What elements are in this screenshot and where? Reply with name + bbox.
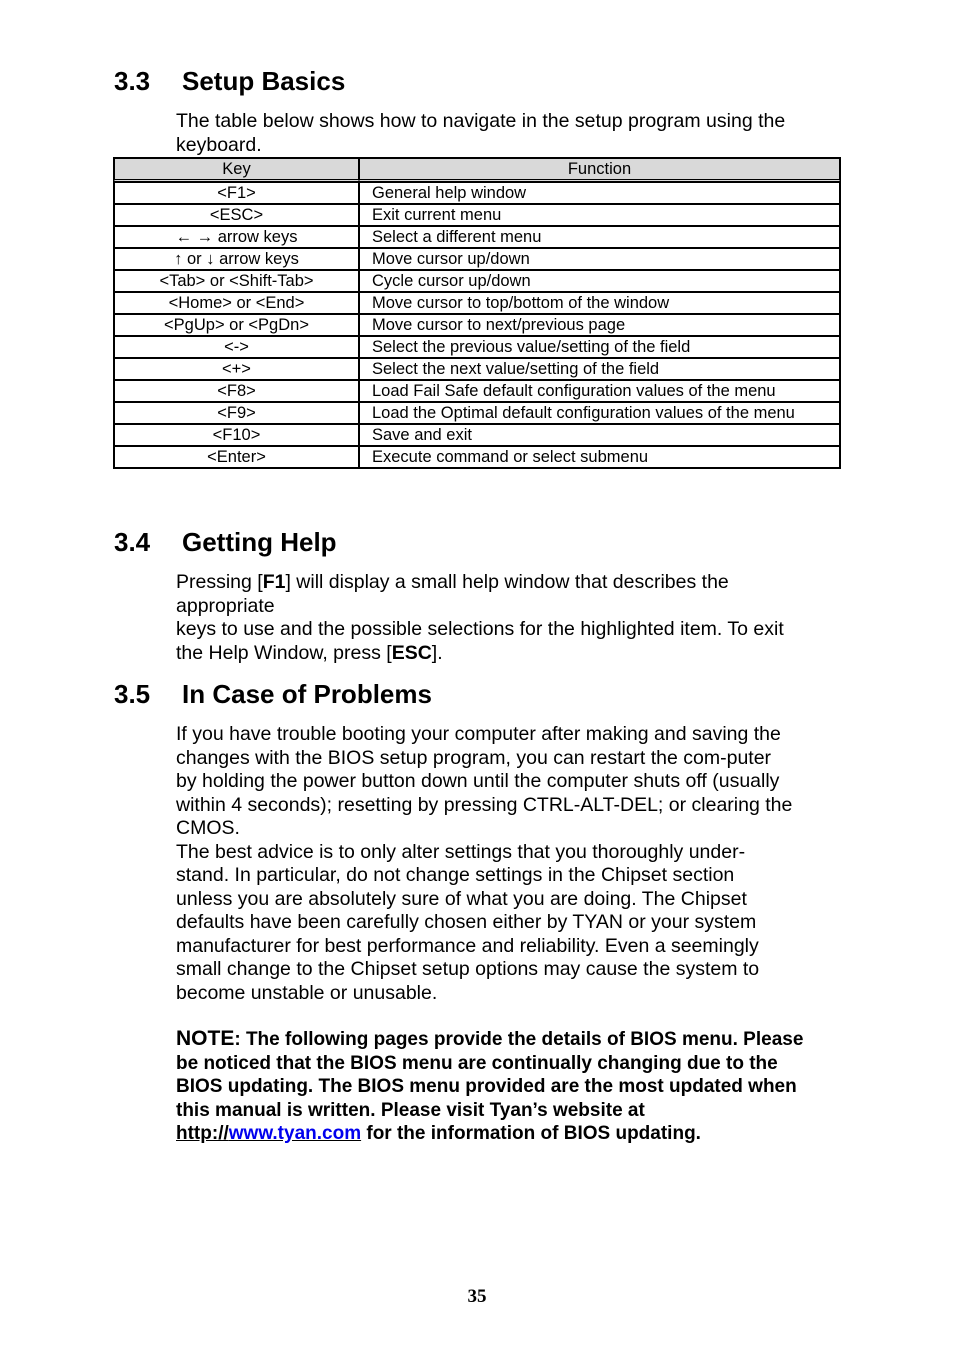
setup-basics-intro: The table below shows how to navigate in the setup program using the keyboard. [176, 110, 786, 156]
table-row [114, 424, 840, 446]
table-row [114, 358, 840, 380]
table-row [114, 204, 840, 226]
key-cell: <F9> [114, 402, 359, 424]
table-row [114, 226, 840, 248]
key-cell: <ESC> [114, 204, 359, 226]
function-cell: Execute command or select submenu [359, 446, 840, 468]
key-cell: <Home> or <End> [114, 292, 359, 314]
key-cell: <F1> [114, 182, 359, 204]
key-cell: <Enter> [114, 446, 359, 468]
table-row [114, 336, 840, 358]
key-cell: <F10> [114, 424, 359, 446]
table-row [114, 292, 840, 314]
function-cell: Exit current menu [359, 204, 840, 226]
table-row [114, 446, 840, 468]
function-cell: Load Fail Safe default configuration values of the menu [359, 380, 840, 402]
function-cell: Select the previous value/setting of the field [359, 336, 840, 358]
key-cell: <Tab> or <Shift-Tab> [114, 270, 359, 292]
column-header-function: Function [359, 158, 840, 182]
section-title: In Case of Problems [182, 679, 432, 709]
key-cell: ← → arrow keys [114, 226, 359, 248]
column-header-key: Key [114, 158, 359, 182]
key-cell: <-> [114, 336, 359, 358]
problems-paragraph-2: The best advice is to only alter settings that you thoroughly under-stand. In particular, do not change settings in the Chipset section unless you are absolutely sure of what you are doing. The Chipset defaults have been carefully chosen either by TYAN or your system manufacturer for best performance and reliability. Even a seemingly small change to the Chipset setup options may cause the system to become unstable or unusable. [176, 840, 760, 1004]
function-cell: General help window [359, 182, 840, 204]
function-cell: Select the next value/setting of the field [359, 358, 840, 380]
tyan-website-link[interactable]: http://www.tyan.com [176, 1123, 362, 1144]
page-number: 35 [467, 1286, 487, 1307]
problems-paragraph-1: If you have trouble booting your computer after making and saving the changes with the BIOS setup program, you can restart the com-puter by holding the power button down until the computer shuts off (usually within 4 seconds); resetting by pressing CTRL-ALT-DEL; or clearing the CMOS. [176, 723, 793, 839]
navigation-keys-table [113, 157, 841, 469]
section-3-5-heading [114, 679, 432, 709]
section-number: 3.3 [114, 66, 151, 96]
table-row [114, 314, 840, 336]
note-label: NOTE [176, 1027, 235, 1050]
function-cell: Load the Optimal default configuration values of the menu [359, 402, 840, 424]
esc-key: ESC [391, 641, 432, 664]
key-cell: ↑ or ↓ arrow keys [114, 248, 359, 270]
section-title: Setup Basics [182, 66, 346, 96]
function-cell: Save and exit [359, 424, 840, 446]
section-number: 3.4 [114, 527, 151, 557]
table-row [114, 380, 840, 402]
table-row [114, 270, 840, 292]
section-number: 3.5 [114, 679, 151, 709]
getting-help-text: Pressing [F1] will display a small help window that describes the appropriate keys to use and the possible selections for the highlighted item. To exit the Help Window, press [ESC]. [176, 571, 784, 664]
f1-key: F1 [262, 571, 286, 593]
table-row [114, 182, 840, 204]
section-3-4-heading [114, 527, 337, 557]
key-cell: <PgUp> or <PgDn> [114, 314, 359, 336]
problems-text [176, 723, 794, 1005]
key-cell: <F8> [114, 380, 359, 402]
bios-note: NOTE: The following pages provide the details of BIOS menu. Please be noticed that the BIOS menu are continually changing due to the BIOS updating. The BIOS menu provided are the most updated when this manual is written. Please visit Tyan’s website at http://www.tyan.com for the information of BIOS updating. [176, 1027, 804, 1144]
key-cell: <+> [114, 358, 359, 380]
section-3-3-heading [114, 66, 345, 96]
function-cell: Move cursor to next/previous page [359, 314, 840, 336]
table-header-row [114, 158, 840, 182]
table-row [114, 402, 840, 424]
function-cell: Move cursor to top/bottom of the window [359, 292, 840, 314]
function-cell: Select a different menu [359, 226, 840, 248]
table-row [114, 248, 840, 270]
function-cell: Cycle cursor up/down [359, 270, 840, 292]
section-title: Getting Help [182, 527, 337, 557]
function-cell: Move cursor up/down [359, 248, 840, 270]
